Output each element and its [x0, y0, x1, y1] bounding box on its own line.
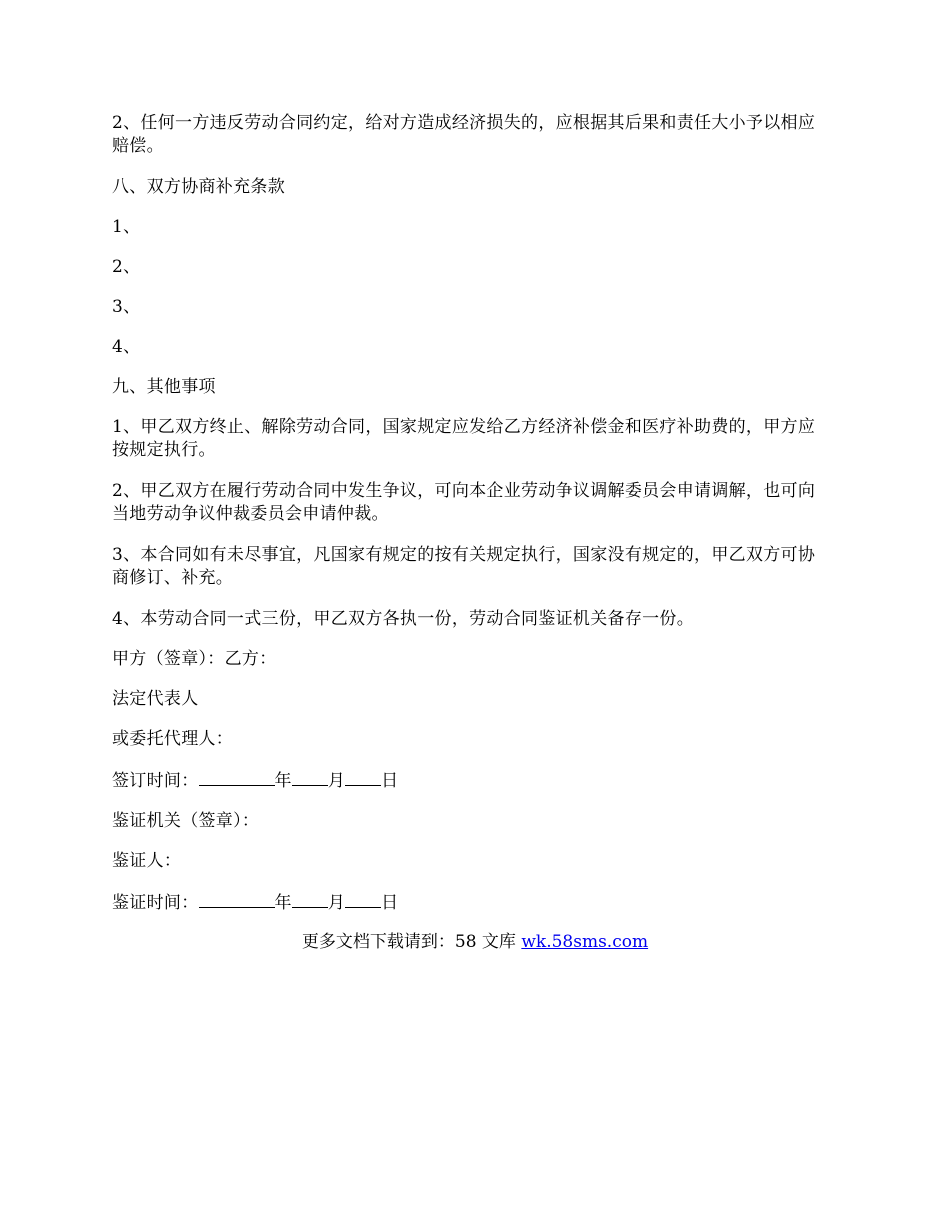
- paragraph-other-3: 3、本合同如有未尽事宜，凡国家有规定的按有关规定执行，国家没有规定的，甲乙双方可协商修订、补充。: [112, 545, 816, 588]
- footer-link[interactable]: wk.58sms.com: [521, 932, 649, 952]
- sign-date-line: [112, 768, 830, 793]
- party-signature-line: 甲方（签章）：乙方：: [112, 649, 277, 669]
- verify-date-line: [112, 890, 830, 915]
- document-body: [112, 112, 830, 932]
- section-heading-supplementary: 八、双方协商补充条款: [112, 177, 285, 197]
- sign-year-label: 年: [274, 771, 292, 791]
- verifier-line: 鉴证人：: [112, 851, 182, 871]
- paragraph-other-2: 2、甲乙双方在履行劳动合同中发生争议，可向本企业劳动争议调解委员会申请调解，也可向当地劳动争议仲裁委员会申请仲裁。: [112, 481, 816, 524]
- supplementary-item-1: 1、: [112, 217, 141, 237]
- verify-month-blank[interactable]: [292, 890, 328, 908]
- sign-day-blank[interactable]: [345, 768, 381, 786]
- supplementary-item-2: 2、: [112, 257, 141, 277]
- paragraph-other-4: 4、本劳动合同一式三份，甲乙双方各执一份，劳动合同鉴证机关备存一份。: [112, 609, 695, 629]
- legal-representative-line: 法定代表人: [112, 689, 199, 709]
- verify-day-label: 日: [381, 893, 399, 913]
- sign-day-label: 日: [381, 771, 399, 791]
- sign-year-blank[interactable]: [199, 768, 275, 786]
- verification-authority-line: 鉴证机关（签章）：: [112, 811, 260, 831]
- verify-month-label: 月: [327, 893, 346, 913]
- verify-year-label: 年: [274, 893, 292, 913]
- paragraph-compensation: 2、任何一方违反劳动合同约定，给对方造成经济损失的，应根据其后果和责任大小予以相应赔偿。: [112, 113, 816, 156]
- verify-day-blank[interactable]: [345, 890, 381, 908]
- supplementary-item-3: 3、: [112, 297, 141, 317]
- footer-text: 更多文档下载请到：58 文库: [301, 932, 522, 952]
- sign-month-label: 月: [327, 771, 346, 791]
- sign-date-label: 签订时间：: [112, 771, 199, 791]
- verify-year-blank[interactable]: [199, 890, 275, 908]
- section-heading-other: 九、其他事项: [112, 377, 216, 397]
- agent-line: 或委托代理人：: [112, 729, 234, 749]
- footer: [0, 931, 950, 954]
- sign-month-blank[interactable]: [292, 768, 328, 786]
- paragraph-other-1: 1、甲乙双方终止、解除劳动合同，国家规定应发给乙方经济补偿金和医疗补助费的，甲方应按规定执行。: [112, 417, 816, 460]
- supplementary-item-4: 4、: [112, 337, 141, 357]
- verify-date-label: 鉴证时间：: [112, 893, 199, 913]
